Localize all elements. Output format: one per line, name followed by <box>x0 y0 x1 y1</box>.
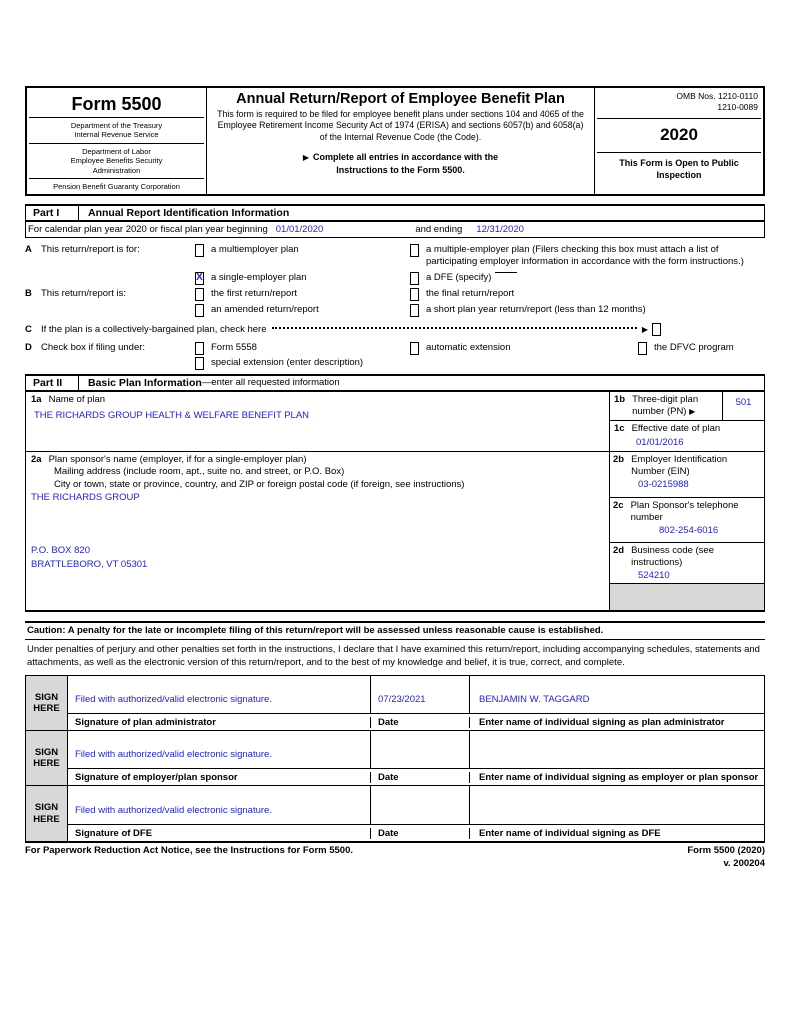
checkbox-amended-return[interactable] <box>195 304 204 317</box>
signature-table <box>25 675 765 843</box>
sponsor-address-field[interactable]: P.O. BOX 820 BRATTLEBORO, VT 05301 <box>31 545 148 570</box>
admin-signature-field[interactable]: Filed with authorized/valid electronic signature. <box>68 676 371 713</box>
section-d-label: D Check box if filing under: <box>25 341 146 353</box>
field-2c: 2c Plan Sponsor's telephone number 802-254-6016 <box>610 498 764 543</box>
field-2d: 2d Business code (see instructions) 524210 <box>610 543 764 584</box>
omb-numbers: OMB Nos. 1210-0110 1210-0089 <box>676 91 758 113</box>
checkbox-automatic-extension[interactable] <box>410 342 419 355</box>
checkbox-short-plan-year[interactable] <box>410 304 419 317</box>
admin-signature-label: Signature of plan administrator <box>68 717 371 728</box>
checkbox-collectively-bargained[interactable] <box>652 323 661 336</box>
agency-pbgc: Pension Benefit Guaranty Corporation <box>53 181 180 191</box>
part2-subtitle: —enter all requested information <box>201 377 340 389</box>
option-multiple-employer: a multiple-employer plan (Filers checking this box must attach a list of participating employer information in accordance with the form instructions.) <box>410 244 765 269</box>
date-label: Date <box>371 717 470 728</box>
checkbox-multiple-employer-plan[interactable] <box>410 244 419 257</box>
part2-label: Part II <box>33 376 63 389</box>
sponsor-signature-label: Signature of employer/plan sponsor <box>68 772 371 783</box>
plan-year-end-field[interactable]: 12/31/2020 <box>476 224 524 235</box>
checkbox-dfvc-program[interactable] <box>638 342 647 355</box>
section-b-row1 <box>25 288 765 301</box>
plan-year-prefix: For calendar plan year 2020 or fiscal plan year beginning <box>28 224 268 235</box>
admin-name-label: Enter name of individual signing as plan administrator <box>479 716 725 728</box>
dfe-signature-field[interactable]: Filed with authorized/valid electronic signature. <box>68 786 371 824</box>
row-2 <box>26 452 764 610</box>
agency-treasury: Department of the Treasury Internal Revenue Service <box>70 121 163 140</box>
field-1a: 1a Name of plan THE RICHARDS GROUP HEALTH & WELFARE BENEFIT PLAN <box>26 392 610 451</box>
checkbox-mark: X <box>196 272 203 284</box>
field-1c: 1c Effective date of plan 01/01/2016 <box>610 421 764 451</box>
signature-row-dfe <box>26 786 764 841</box>
checkbox-single-employer-plan[interactable] <box>195 272 204 285</box>
option-single-employer: X a single-employer plan <box>196 271 307 284</box>
form-number: Form 5500 <box>71 94 162 114</box>
instruction-note: ▶ Complete all entries in accordance with the Instructions to the Form 5500. <box>302 152 499 176</box>
admin-name-field[interactable]: BENJAMIN W. TAGGARD <box>479 694 590 706</box>
option-form-5558: Form 5558 <box>195 342 410 355</box>
part1-sections <box>25 238 765 370</box>
checkbox-special-extension[interactable] <box>195 357 204 370</box>
admin-date-field[interactable]: 07/23/2021 <box>371 676 470 713</box>
part2-title: Basic Plan Information —enter all requested information <box>88 376 340 389</box>
row-1-right <box>610 392 764 451</box>
checkbox-multiemployer-plan[interactable] <box>195 244 204 257</box>
section-d-row1 <box>25 342 765 355</box>
field-2b: 2b Employer Identification Number (EIN) 03-0215988 <box>610 452 764 498</box>
telephone-field[interactable]: 802-254-6016 <box>659 525 719 537</box>
page-footer <box>25 845 765 871</box>
part2-band <box>25 374 765 392</box>
row-2-right <box>610 452 764 610</box>
header-title-column <box>207 88 595 194</box>
shaded-cell <box>610 584 764 610</box>
dfe-signature-label: Signature of DFE <box>68 828 371 839</box>
agency-labor: Department of Labor Employee Benefits Security Administration <box>70 146 163 175</box>
date-label: Date <box>371 772 470 783</box>
header-omb-column <box>595 88 763 194</box>
section-d-row2 <box>195 357 765 370</box>
section-c-text: If the plan is a collectively-bargained plan, check here <box>41 323 267 335</box>
dotted-leader <box>272 327 637 329</box>
part1-label: Part I <box>33 207 60 219</box>
option-multiemployer: a multiemployer plan <box>195 244 410 257</box>
option-special-extension: special extension (enter description) <box>195 357 363 370</box>
header-agency-column <box>27 88 207 194</box>
option-first-return: the first return/report <box>195 288 410 301</box>
option-amended-return: an amended return/report <box>195 304 410 317</box>
basic-plan-info-table <box>25 392 765 612</box>
dfe-specify-line[interactable] <box>495 272 517 273</box>
sponsor-date-field[interactable] <box>371 731 470 768</box>
public-inspection-note: This Form is Open to Public Inspection <box>619 157 739 180</box>
signature-row-sponsor <box>26 731 764 786</box>
business-code-field[interactable]: 524210 <box>638 570 670 582</box>
checkbox-first-return[interactable] <box>195 288 204 301</box>
part1-band <box>25 204 765 222</box>
paperwork-notice: For Paperwork Reduction Act Notice, see the Instructions for Form 5500. <box>25 845 353 857</box>
section-a-row1 <box>25 244 765 269</box>
form-description: This form is required to be filed for employee benefit plans under sections 104 and 4065 of the Employee Retirement Income Security Act of 1974 (ERISA) and sections 6057(b) and 6058(a) of the Internal Revenue Code (the Code). <box>217 109 584 142</box>
sign-here-cell: SIGN HERE <box>26 676 68 730</box>
plan-name-field[interactable]: THE RICHARDS GROUP HEALTH & WELFARE BENEFIT PLAN <box>34 410 310 422</box>
dfe-name-label: Enter name of individual signing as DFE <box>479 827 661 839</box>
section-b-row2 <box>25 304 765 317</box>
checkbox-final-return[interactable] <box>410 288 419 301</box>
date-label: Date <box>371 828 470 839</box>
arrow-icon: ▶ <box>302 153 310 163</box>
section-c-letter: C <box>25 323 32 335</box>
checkbox-form-5558[interactable] <box>195 342 204 355</box>
sponsor-name-label: Enter name of individual signing as employer or plan sponsor <box>479 771 759 783</box>
part1-title: Annual Report Identification Information <box>88 207 290 219</box>
sign-here-cell: SIGN HERE <box>26 786 68 841</box>
arrow-icon: ▶ <box>689 407 696 417</box>
caution-line: Caution: A penalty for the late or incomplete filing of this return/report will be assessed unless reasonable cause is established. <box>25 621 765 640</box>
plan-number-box <box>722 392 764 420</box>
form-version: Form 5500 (2020) v. 200204 <box>687 845 765 870</box>
arrow-icon: ▶ <box>641 324 648 334</box>
plan-year-begin-field[interactable]: 01/01/2020 <box>275 224 324 235</box>
option-automatic-extension: automatic extension <box>410 342 638 355</box>
ein-field[interactable]: 03-0215988 <box>638 479 689 491</box>
sponsor-signature-field[interactable]: Filed with authorized/valid electronic signature. <box>68 731 371 768</box>
signature-row-administrator <box>26 676 764 731</box>
checkbox-dfe[interactable] <box>410 272 419 285</box>
form-title: Annual Return/Report of Employee Benefit Plan <box>236 91 565 107</box>
field-1b: 1b Three-digit plan number (PN) ▶ 501 <box>610 392 764 421</box>
dfe-name-field[interactable] <box>470 786 764 824</box>
option-short-plan-year: a short plan year return/report (less than 12 months) <box>410 304 765 317</box>
sponsor-name-field[interactable] <box>470 731 764 768</box>
form-header <box>25 86 765 196</box>
section-c-row <box>25 323 765 336</box>
dfe-date-field[interactable] <box>371 786 470 824</box>
option-final-return: the final return/report <box>410 288 765 301</box>
perjury-statement: Under penalties of perjury and other penalties set forth in the instructions, I declare that I have examined this return/report, including accompanying schedules, statements and attachments, as well as the electronic version of this return/report, and to the best of my knowledge and belief, it is true, correct, and complete. <box>27 643 760 668</box>
field-2a: 2a Plan sponsor's name (employer, if for a single-employer plan) Mailing address (include room, apt., suite no. and street, or P.O. Box) City or town, state or province, country, and ZIP or foreign postal code (if foreign, see instructions) THE RICHARDS GROUP P.O. BOX 820 BRATTLEBORO, VT 05301 <box>26 452 610 610</box>
option-dfvc-program: the DFVC program <box>638 342 765 355</box>
section-a-label: A This return/report is for: <box>25 244 140 255</box>
section-a-row2 <box>25 272 765 285</box>
and-ending-label: and ending <box>415 224 463 235</box>
sign-here-cell: SIGN HERE <box>26 731 68 785</box>
plan-number-field[interactable]: 501 <box>735 396 752 408</box>
section-b-label: B This return/report is: <box>25 287 126 299</box>
plan-year-row <box>25 222 765 238</box>
option-dfe: a DFE (specify) <box>410 272 765 285</box>
sponsor-name-field[interactable]: THE RICHARDS GROUP <box>31 491 140 503</box>
form-year: 2020 <box>660 124 698 144</box>
effective-date-field[interactable]: 01/01/2016 <box>636 437 684 449</box>
row-1 <box>26 392 764 452</box>
